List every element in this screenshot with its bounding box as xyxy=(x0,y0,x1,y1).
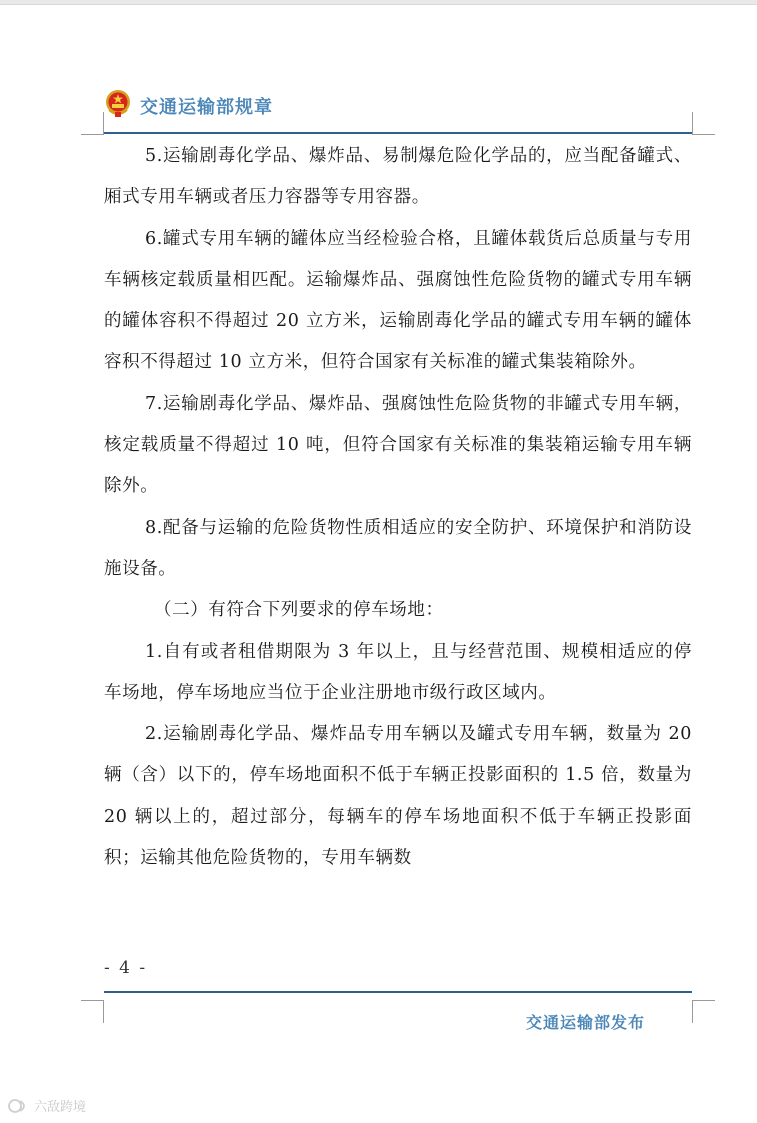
window-top-edge xyxy=(0,0,757,5)
paragraph: 1.自有或者租借期限为 3 年以上，且与经营范围、规模相适应的停车场地，停车场地应当位于企业注册地市级行政区域内。 xyxy=(104,641,692,703)
national-emblem-icon xyxy=(104,88,132,118)
paragraph: （二）有符合下列要求的停车场地： xyxy=(154,600,444,621)
crop-mark-bottom-left xyxy=(81,1000,104,1023)
crop-mark-bottom-right xyxy=(692,1000,715,1023)
watermark-logo-icon xyxy=(8,1098,30,1114)
paragraph: 2.运输剧毒化学品、爆炸品专用车辆以及罐式专用车辆，数量为 20 辆（含）以下的，停车场地面积不低于车辆正投影面积的 1.5 倍，数量为 20 辆以上的，超过部分，每辆车的停车场地面积不低于车辆正投影面积；运输其他危险货物的，专用车辆数 xyxy=(104,724,692,869)
page-number: - 4 - xyxy=(104,958,148,978)
header-rule xyxy=(104,132,692,134)
page-header xyxy=(104,86,692,134)
paragraph: 6.罐式专用车辆的罐体应当经检验合格，且罐体载货后总质量与专用车辆核定载质量相匹配。运输爆炸品、强腐蚀性危险货物的罐式专用车辆的罐体容积不得超过 20 立方米，运输剧毒化学品的罐式专用车辆的罐体容积不得超过 10 立方米，但符合国家有关标准的罐式集装箱除外。 xyxy=(104,228,692,373)
paragraph: 7.运输剧毒化学品、爆炸品、强腐蚀性危险货物的非罐式专用车辆，核定载质量不得超过 10 吨，但符合国家有关标准的集装箱运输专用车辆除外。 xyxy=(104,393,692,497)
footer-rule xyxy=(104,991,692,993)
footer-publisher: 交通运输部发布 xyxy=(525,1013,645,1032)
crop-mark-top-right xyxy=(692,112,715,135)
paragraph: 8.配备与运输的危险货物性质相适应的安全防护、环境保护和消防设施设备。 xyxy=(104,517,692,579)
header-title: 交通运输部规章 xyxy=(140,97,273,118)
paragraph: 5.运输剧毒化学品、爆炸品、易制爆危险化学品的，应当配备罐式、厢式专用车辆或者压力容器等专用容器。 xyxy=(104,146,692,208)
document-body xyxy=(104,136,692,879)
watermark xyxy=(8,1096,86,1115)
watermark-text: 六敌跨境 xyxy=(34,1100,87,1115)
crop-mark-top-left xyxy=(81,112,104,135)
